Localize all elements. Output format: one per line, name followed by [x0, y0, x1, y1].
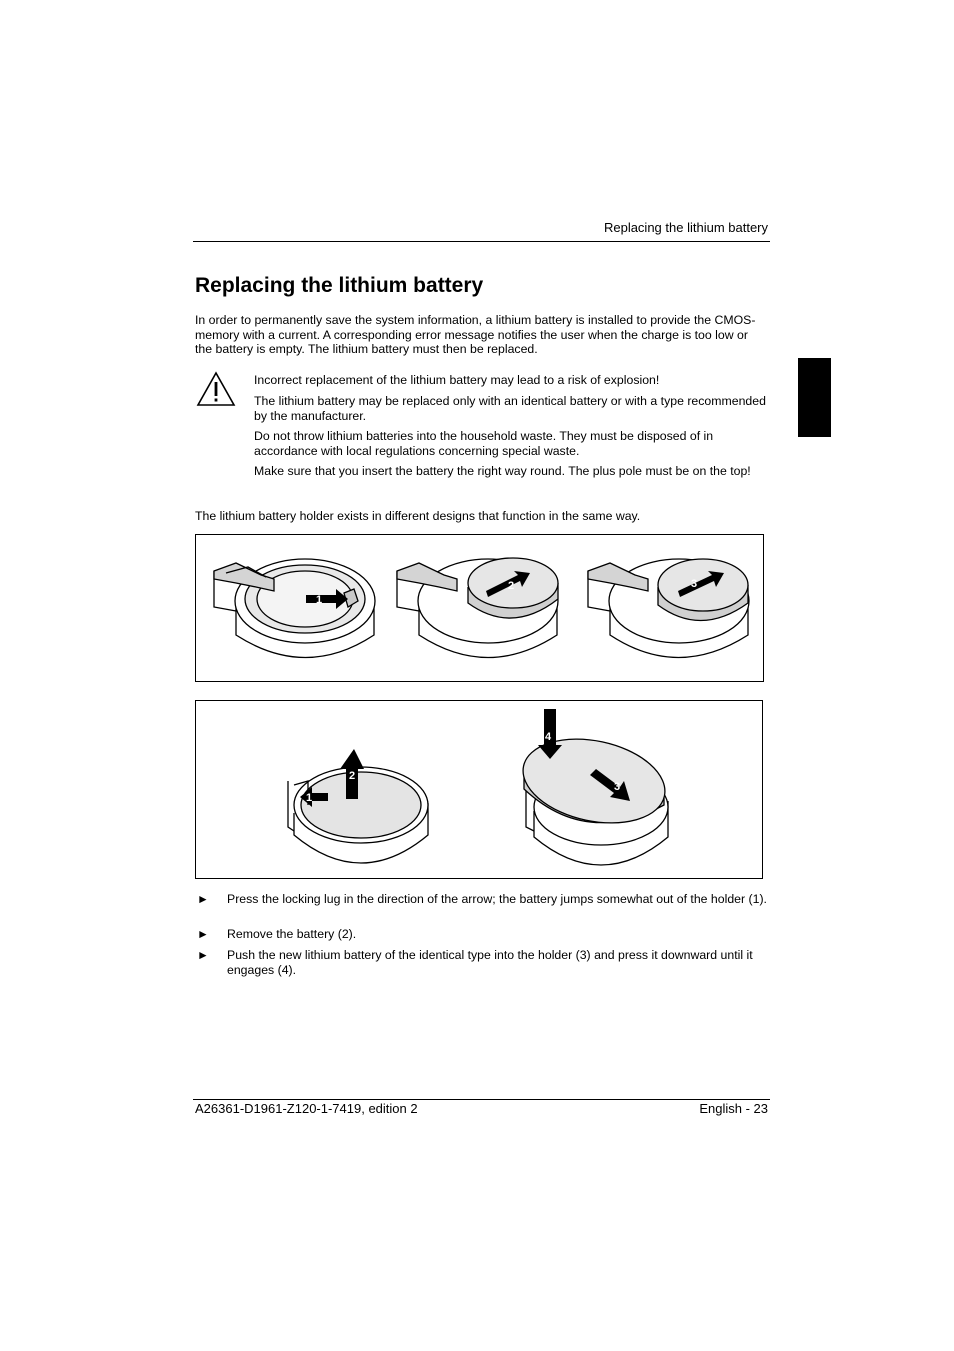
intro-paragraph: In order to permanently save the system information, a lithium battery is installed to provide the CMOS-memory with a current. A corresponding error message notifies the user when the charge is too low or the battery is empty. The lithium battery must then be replaced. — [195, 313, 756, 356]
warning-item: Do not throw lithium batteries into the household waste. They must be disposed of in accordance with local regulations concerning special waste. — [254, 429, 714, 458]
step-item: Remove the battery (2). — [227, 927, 357, 941]
holder-illustration — [588, 559, 749, 658]
callout-label: 2 — [508, 580, 515, 592]
bullet-marker: ► — [197, 927, 209, 941]
footer-page-number: English - 23 — [699, 1101, 768, 1116]
holder-note: The lithium battery holder exists in different designs that function in the same way. — [195, 509, 641, 523]
bullet-marker: ► — [197, 892, 209, 906]
holder-illustration — [515, 727, 672, 865]
running-header: Replacing the lithium battery — [603, 220, 768, 235]
footer-doc-id: A26361-D1961-Z120-1-7419, edition 2 — [195, 1101, 418, 1116]
chapter-thumb-tab — [798, 358, 831, 437]
callout-label: 1 — [306, 792, 313, 804]
warning-triangle-icon — [196, 371, 236, 407]
holder-illustration — [214, 559, 375, 658]
callout-label: 1 — [316, 594, 323, 606]
warning-item: Incorrect replacement of the lithium battery may lead to a risk of explosion! — [254, 373, 660, 387]
callout-label: 2 — [349, 770, 356, 782]
callout-label: 3 — [691, 578, 698, 590]
warning-item: Make sure that you insert the battery the right way round. The plus pole must be on the top! — [254, 464, 751, 478]
callout-label: 3 — [614, 781, 621, 793]
battery-holder-figure-bottom — [195, 700, 763, 879]
header-rule — [193, 241, 770, 242]
footer-rule — [193, 1099, 770, 1100]
step-item: Push the new lithium battery of the identical type into the holder (3) and press it downward until it engages (4). — [227, 948, 753, 977]
step-item: Press the locking lug in the direction of the arrow; the battery jumps somewhat out of the holder (1). — [227, 892, 767, 906]
warning-item: The lithium battery may be replaced only with an identical battery or with a type recommended by the manufacturer. — [254, 394, 766, 423]
page-title: Replacing the lithium battery — [195, 274, 484, 297]
callout-label: 4 — [545, 731, 552, 743]
holder-illustration — [397, 558, 558, 658]
bullet-marker: ► — [197, 948, 209, 962]
battery-holder-figure-top — [195, 534, 764, 682]
